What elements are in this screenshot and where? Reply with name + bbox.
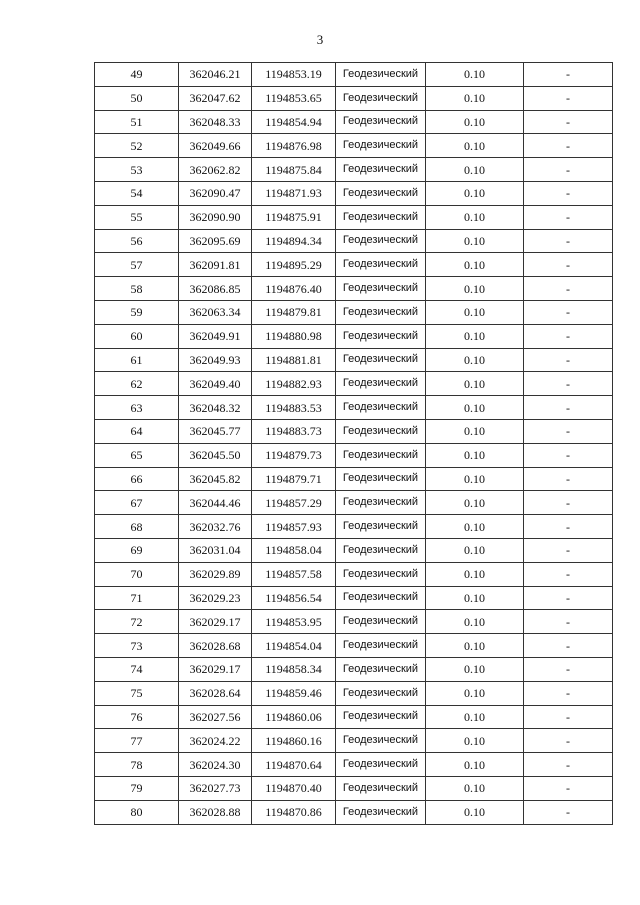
page-number: 3 xyxy=(316,32,324,47)
accuracy-cell: 0.10 xyxy=(426,277,524,301)
method-cell: Геодезический xyxy=(336,110,426,134)
x-coordinate-cell: 362063.34 xyxy=(179,300,252,324)
method-cell: Геодезический xyxy=(336,443,426,467)
point-number-cell: 67 xyxy=(95,491,179,515)
x-coordinate-cell: 362086.85 xyxy=(179,277,252,301)
y-coordinate-cell: 1194881.81 xyxy=(252,348,336,372)
method-cell: Геодезический xyxy=(336,800,426,824)
description-cell: - xyxy=(524,63,613,87)
accuracy-cell: 0.10 xyxy=(426,158,524,182)
point-number-cell: 78 xyxy=(95,753,179,777)
method-cell: Геодезический xyxy=(336,610,426,634)
y-coordinate-cell: 1194854.94 xyxy=(252,110,336,134)
y-coordinate-cell: 1194853.19 xyxy=(252,63,336,87)
accuracy-cell: 0.10 xyxy=(426,491,524,515)
table-row xyxy=(95,515,613,539)
x-coordinate-cell: 362095.69 xyxy=(179,229,252,253)
accuracy-cell: 0.10 xyxy=(426,419,524,443)
accuracy-cell: 0.10 xyxy=(426,610,524,634)
method-cell: Геодезический xyxy=(336,491,426,515)
method-cell: Геодезический xyxy=(336,300,426,324)
y-coordinate-cell: 1194883.73 xyxy=(252,419,336,443)
description-cell: - xyxy=(524,800,613,824)
accuracy-cell: 0.10 xyxy=(426,586,524,610)
method-cell: Геодезический xyxy=(336,586,426,610)
x-coordinate-cell: 362047.62 xyxy=(179,86,252,110)
method-cell: Геодезический xyxy=(336,657,426,681)
method-cell: Геодезический xyxy=(336,705,426,729)
x-coordinate-cell: 362090.47 xyxy=(179,181,252,205)
method-cell: Геодезический xyxy=(336,538,426,562)
y-coordinate-cell: 1194875.84 xyxy=(252,158,336,182)
point-number-cell: 76 xyxy=(95,705,179,729)
coordinates-table xyxy=(94,62,613,825)
method-cell: Геодезический xyxy=(336,467,426,491)
y-coordinate-cell: 1194854.04 xyxy=(252,634,336,658)
y-coordinate-cell: 1194895.29 xyxy=(252,253,336,277)
accuracy-cell: 0.10 xyxy=(426,753,524,777)
accuracy-cell: 0.10 xyxy=(426,681,524,705)
y-coordinate-cell: 1194894.34 xyxy=(252,229,336,253)
table-row xyxy=(95,134,613,158)
table-row xyxy=(95,705,613,729)
table-row xyxy=(95,229,613,253)
y-coordinate-cell: 1194860.16 xyxy=(252,729,336,753)
point-number-cell: 59 xyxy=(95,300,179,324)
y-coordinate-cell: 1194856.54 xyxy=(252,586,336,610)
method-cell: Геодезический xyxy=(336,348,426,372)
point-number-cell: 71 xyxy=(95,586,179,610)
accuracy-cell: 0.10 xyxy=(426,110,524,134)
x-coordinate-cell: 362045.77 xyxy=(179,419,252,443)
accuracy-cell: 0.10 xyxy=(426,372,524,396)
point-number-cell: 52 xyxy=(95,134,179,158)
point-number-cell: 60 xyxy=(95,324,179,348)
description-cell: - xyxy=(524,229,613,253)
table-row xyxy=(95,348,613,372)
method-cell: Геодезический xyxy=(336,729,426,753)
y-coordinate-cell: 1194870.64 xyxy=(252,753,336,777)
table-row xyxy=(95,110,613,134)
accuracy-cell: 0.10 xyxy=(426,776,524,800)
point-number-cell: 49 xyxy=(95,63,179,87)
table-row xyxy=(95,538,613,562)
method-cell: Геодезический xyxy=(336,396,426,420)
method-cell: Геодезический xyxy=(336,634,426,658)
table-row xyxy=(95,467,613,491)
y-coordinate-cell: 1194876.40 xyxy=(252,277,336,301)
point-number-cell: 64 xyxy=(95,419,179,443)
table-row xyxy=(95,253,613,277)
point-number-cell: 66 xyxy=(95,467,179,491)
y-coordinate-cell: 1194880.98 xyxy=(252,324,336,348)
description-cell: - xyxy=(524,562,613,586)
x-coordinate-cell: 362049.93 xyxy=(179,348,252,372)
x-coordinate-cell: 362048.32 xyxy=(179,396,252,420)
x-coordinate-cell: 362029.89 xyxy=(179,562,252,586)
point-number-cell: 72 xyxy=(95,610,179,634)
method-cell: Геодезический xyxy=(336,63,426,87)
x-coordinate-cell: 362032.76 xyxy=(179,515,252,539)
point-number-cell: 74 xyxy=(95,657,179,681)
description-cell: - xyxy=(524,443,613,467)
point-number-cell: 50 xyxy=(95,86,179,110)
y-coordinate-cell: 1194860.06 xyxy=(252,705,336,729)
point-number-cell: 58 xyxy=(95,277,179,301)
x-coordinate-cell: 362024.22 xyxy=(179,729,252,753)
x-coordinate-cell: 362049.40 xyxy=(179,372,252,396)
point-number-cell: 61 xyxy=(95,348,179,372)
x-coordinate-cell: 362029.17 xyxy=(179,657,252,681)
accuracy-cell: 0.10 xyxy=(426,562,524,586)
method-cell: Геодезический xyxy=(336,753,426,777)
y-coordinate-cell: 1194857.93 xyxy=(252,515,336,539)
point-number-cell: 69 xyxy=(95,538,179,562)
description-cell: - xyxy=(524,538,613,562)
method-cell: Геодезический xyxy=(336,324,426,348)
x-coordinate-cell: 362028.88 xyxy=(179,800,252,824)
accuracy-cell: 0.10 xyxy=(426,134,524,158)
description-cell: - xyxy=(524,205,613,229)
table-row xyxy=(95,205,613,229)
x-coordinate-cell: 362029.17 xyxy=(179,610,252,634)
y-coordinate-cell: 1194859.46 xyxy=(252,681,336,705)
point-number-cell: 55 xyxy=(95,205,179,229)
point-number-cell: 65 xyxy=(95,443,179,467)
method-cell: Геодезический xyxy=(336,562,426,586)
x-coordinate-cell: 362090.90 xyxy=(179,205,252,229)
x-coordinate-cell: 362045.50 xyxy=(179,443,252,467)
x-coordinate-cell: 362027.56 xyxy=(179,705,252,729)
table-row xyxy=(95,562,613,586)
x-coordinate-cell: 362028.68 xyxy=(179,634,252,658)
method-cell: Геодезический xyxy=(336,372,426,396)
accuracy-cell: 0.10 xyxy=(426,515,524,539)
point-number-cell: 80 xyxy=(95,800,179,824)
table-row xyxy=(95,586,613,610)
y-coordinate-cell: 1194870.86 xyxy=(252,800,336,824)
table-row xyxy=(95,396,613,420)
point-number-cell: 70 xyxy=(95,562,179,586)
y-coordinate-cell: 1194853.95 xyxy=(252,610,336,634)
table-row xyxy=(95,800,613,824)
y-coordinate-cell: 1194876.98 xyxy=(252,134,336,158)
table-row xyxy=(95,681,613,705)
point-number-cell: 62 xyxy=(95,372,179,396)
accuracy-cell: 0.10 xyxy=(426,443,524,467)
table-row xyxy=(95,729,613,753)
point-number-cell: 68 xyxy=(95,515,179,539)
accuracy-cell: 0.10 xyxy=(426,63,524,87)
point-number-cell: 53 xyxy=(95,158,179,182)
accuracy-cell: 0.10 xyxy=(426,348,524,372)
y-coordinate-cell: 1194858.04 xyxy=(252,538,336,562)
accuracy-cell: 0.10 xyxy=(426,800,524,824)
point-number-cell: 79 xyxy=(95,776,179,800)
point-number-cell: 51 xyxy=(95,110,179,134)
table-row xyxy=(95,63,613,87)
method-cell: Геодезический xyxy=(336,419,426,443)
method-cell: Геодезический xyxy=(336,158,426,182)
description-cell: - xyxy=(524,491,613,515)
method-cell: Геодезический xyxy=(336,229,426,253)
table-row xyxy=(95,300,613,324)
description-cell: - xyxy=(524,324,613,348)
y-coordinate-cell: 1194883.53 xyxy=(252,396,336,420)
description-cell: - xyxy=(524,657,613,681)
accuracy-cell: 0.10 xyxy=(426,657,524,681)
method-cell: Геодезический xyxy=(336,134,426,158)
table-row xyxy=(95,158,613,182)
method-cell: Геодезический xyxy=(336,681,426,705)
point-number-cell: 57 xyxy=(95,253,179,277)
table-row xyxy=(95,419,613,443)
method-cell: Геодезический xyxy=(336,86,426,110)
y-coordinate-cell: 1194879.71 xyxy=(252,467,336,491)
description-cell: - xyxy=(524,753,613,777)
description-cell: - xyxy=(524,348,613,372)
description-cell: - xyxy=(524,158,613,182)
table-row xyxy=(95,277,613,301)
y-coordinate-cell: 1194875.91 xyxy=(252,205,336,229)
point-number-cell: 75 xyxy=(95,681,179,705)
accuracy-cell: 0.10 xyxy=(426,467,524,491)
x-coordinate-cell: 362048.33 xyxy=(179,110,252,134)
y-coordinate-cell: 1194857.58 xyxy=(252,562,336,586)
x-coordinate-cell: 362029.23 xyxy=(179,586,252,610)
point-number-cell: 77 xyxy=(95,729,179,753)
x-coordinate-cell: 362049.66 xyxy=(179,134,252,158)
description-cell: - xyxy=(524,181,613,205)
y-coordinate-cell: 1194858.34 xyxy=(252,657,336,681)
y-coordinate-cell: 1194857.29 xyxy=(252,491,336,515)
x-coordinate-cell: 362049.91 xyxy=(179,324,252,348)
y-coordinate-cell: 1194879.73 xyxy=(252,443,336,467)
method-cell: Геодезический xyxy=(336,515,426,539)
description-cell: - xyxy=(524,110,613,134)
description-cell: - xyxy=(524,467,613,491)
accuracy-cell: 0.10 xyxy=(426,705,524,729)
table-row xyxy=(95,610,613,634)
table-row xyxy=(95,181,613,205)
method-cell: Геодезический xyxy=(336,205,426,229)
y-coordinate-cell: 1194853.65 xyxy=(252,86,336,110)
method-cell: Геодезический xyxy=(336,181,426,205)
x-coordinate-cell: 362091.81 xyxy=(179,253,252,277)
description-cell: - xyxy=(524,372,613,396)
table-row xyxy=(95,753,613,777)
description-cell: - xyxy=(524,776,613,800)
accuracy-cell: 0.10 xyxy=(426,634,524,658)
y-coordinate-cell: 1194879.81 xyxy=(252,300,336,324)
method-cell: Геодезический xyxy=(336,277,426,301)
method-cell: Геодезический xyxy=(336,253,426,277)
x-coordinate-cell: 362031.04 xyxy=(179,538,252,562)
description-cell: - xyxy=(524,610,613,634)
table-row xyxy=(95,657,613,681)
description-cell: - xyxy=(524,681,613,705)
coordinates-table-body xyxy=(95,63,613,825)
description-cell: - xyxy=(524,300,613,324)
x-coordinate-cell: 362024.30 xyxy=(179,753,252,777)
point-number-cell: 56 xyxy=(95,229,179,253)
accuracy-cell: 0.10 xyxy=(426,396,524,420)
point-number-cell: 54 xyxy=(95,181,179,205)
accuracy-cell: 0.10 xyxy=(426,229,524,253)
method-cell: Геодезический xyxy=(336,776,426,800)
table-row xyxy=(95,443,613,467)
table-row xyxy=(95,324,613,348)
description-cell: - xyxy=(524,515,613,539)
accuracy-cell: 0.10 xyxy=(426,253,524,277)
accuracy-cell: 0.10 xyxy=(426,181,524,205)
description-cell: - xyxy=(524,586,613,610)
table-row xyxy=(95,634,613,658)
accuracy-cell: 0.10 xyxy=(426,729,524,753)
y-coordinate-cell: 1194870.40 xyxy=(252,776,336,800)
accuracy-cell: 0.10 xyxy=(426,300,524,324)
description-cell: - xyxy=(524,396,613,420)
description-cell: - xyxy=(524,86,613,110)
x-coordinate-cell: 362046.21 xyxy=(179,63,252,87)
table-row xyxy=(95,86,613,110)
accuracy-cell: 0.10 xyxy=(426,324,524,348)
accuracy-cell: 0.10 xyxy=(426,86,524,110)
x-coordinate-cell: 362044.46 xyxy=(179,491,252,515)
table-row xyxy=(95,776,613,800)
point-number-cell: 73 xyxy=(95,634,179,658)
description-cell: - xyxy=(524,634,613,658)
table-row xyxy=(95,491,613,515)
description-cell: - xyxy=(524,729,613,753)
y-coordinate-cell: 1194871.93 xyxy=(252,181,336,205)
accuracy-cell: 0.10 xyxy=(426,205,524,229)
x-coordinate-cell: 362027.73 xyxy=(179,776,252,800)
x-coordinate-cell: 362062.82 xyxy=(179,158,252,182)
y-coordinate-cell: 1194882.93 xyxy=(252,372,336,396)
description-cell: - xyxy=(524,705,613,729)
table-row xyxy=(95,372,613,396)
description-cell: - xyxy=(524,419,613,443)
point-number-cell: 63 xyxy=(95,396,179,420)
x-coordinate-cell: 362028.64 xyxy=(179,681,252,705)
description-cell: - xyxy=(524,134,613,158)
description-cell: - xyxy=(524,277,613,301)
accuracy-cell: 0.10 xyxy=(426,538,524,562)
description-cell: - xyxy=(524,253,613,277)
x-coordinate-cell: 362045.82 xyxy=(179,467,252,491)
